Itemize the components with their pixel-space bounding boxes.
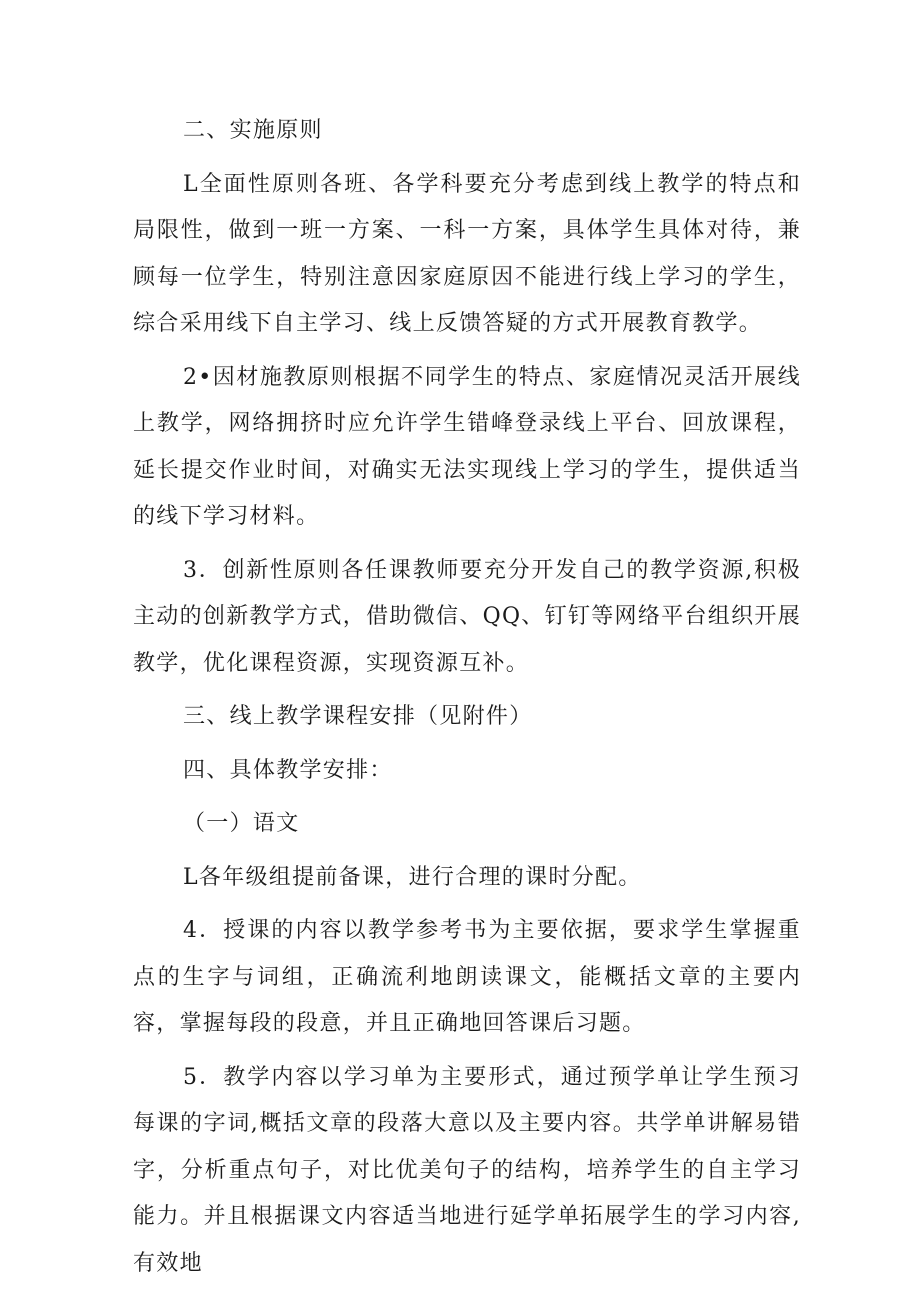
section-heading-implementation-principles: 二、实施原则 (183, 118, 323, 143)
paragraph-innovation-principle: 3．创新性原则各任课教师要充分开发自己的教学资源,积极主动的创新教学方式，借助微信、QQ、钉钉等网络平台组织开展教学，优化课程资源，实现资源互补。 (133, 557, 801, 676)
paragraph-comprehensive-principle: L全面性原则各班、各学科要充分考虑到线上教学的特点和局限性，做到一班一方案、一科一方案，具体学生具体对待，兼顾每一位学生，特别注意因家庭原因不能进行线上学习的学生，综合采用线下自主学习、线上反馈答疑的方式开展教育教学。 (133, 171, 801, 336)
paragraph-lesson-preparation: L各年级组提前备课，进行合理的课时分配。 (183, 864, 642, 890)
section-heading-course-arrangement: 三、线上教学课程安排（见附件） (183, 704, 533, 729)
paragraph-learning-sheets: 5．教学内容以学习单为主要形式，通过预学单让学生预习每课的字词,概括文章的段落大意以及主要内容。共学单讲解易错字，分析重点句子，对比优美句子的结构，培养学生的自主学习能力。并且根据课文内容适当地进行延学单拓展学生的学习内容,有效地 (133, 1064, 801, 1276)
subsection-heading-chinese: （一）语文 (183, 811, 300, 836)
section-heading-teaching-arrangement: 四、具体教学安排： (183, 757, 393, 783)
paragraph-individualized-principle: 2•因材施教原则根据不同学生的特点、家庭情况灵活开展线上教学，网络拥挤时应允许学生错峰登录线上平台、回放课程，延长提交作业时间，对确实无法实现线上学习的学生，提供适当的线下学习材料。 (133, 364, 801, 529)
paragraph-teaching-content: 4．授课的内容以教学参考书为主要依据，要求学生掌握重点的生字与词组，正确流利地朗读课文，能概括文章的主要内容，掌握每段的段意，并且正确地回答课后习题。 (133, 918, 801, 1036)
document-body (133, 108, 801, 1294)
